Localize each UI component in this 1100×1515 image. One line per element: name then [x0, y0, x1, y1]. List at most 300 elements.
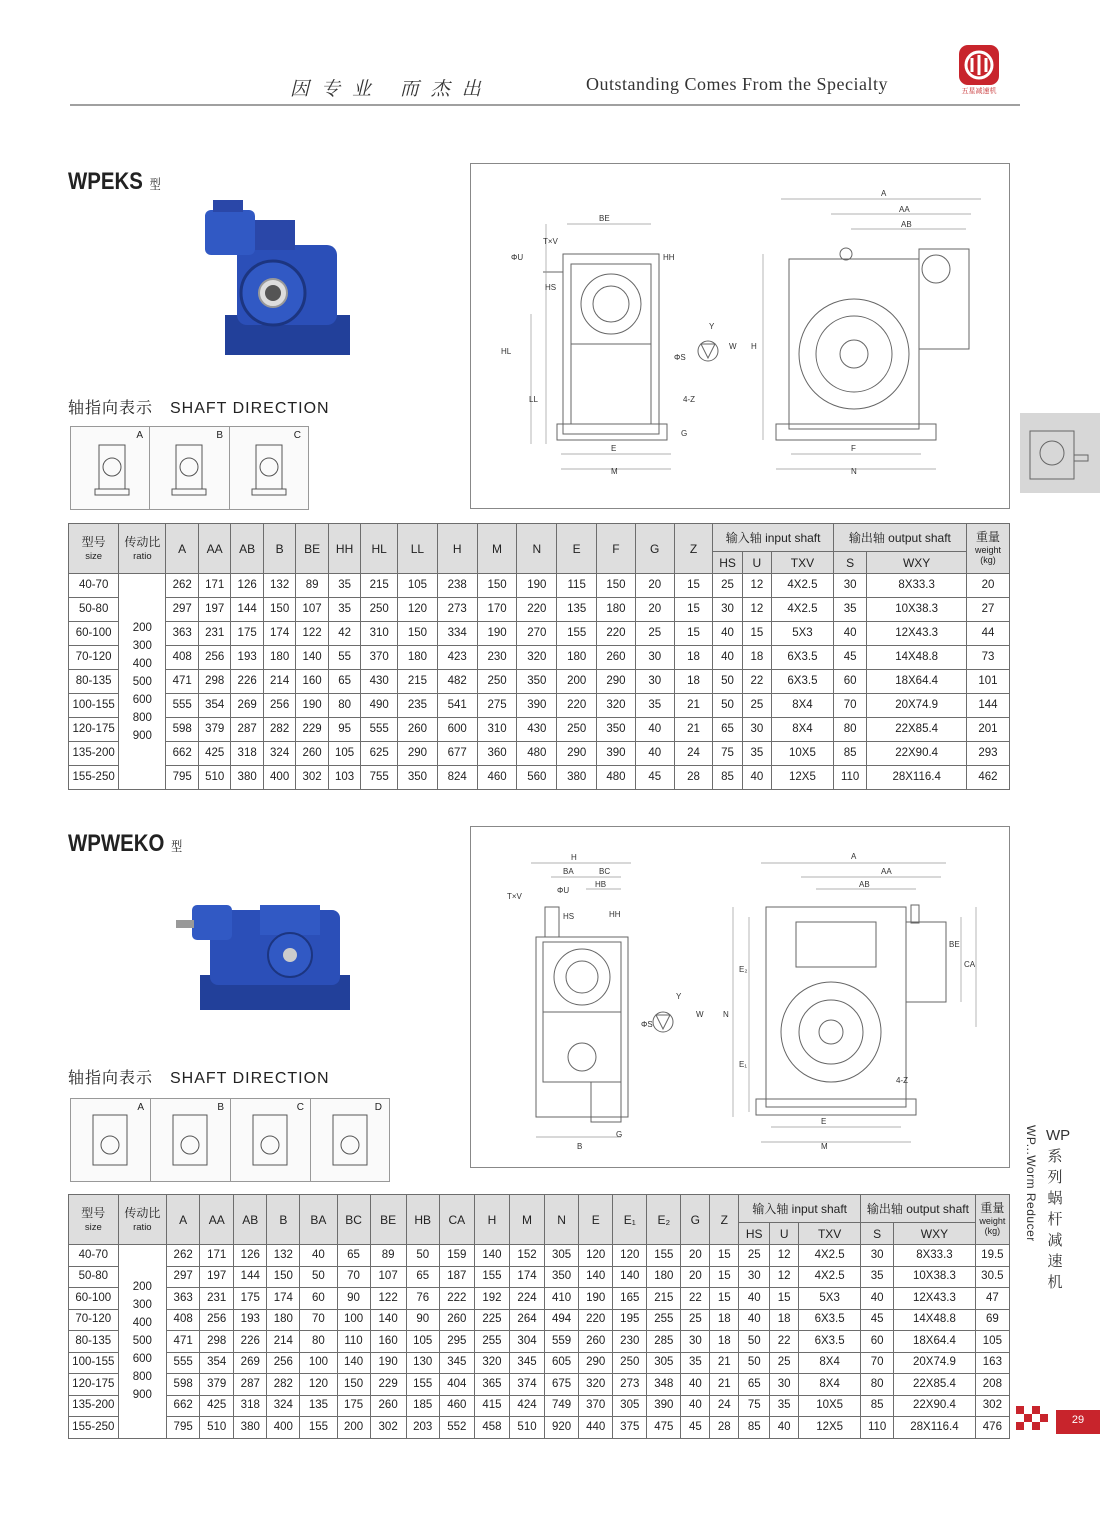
wpeks-head-col: AB — [231, 524, 263, 574]
wpeks-cell: 298 — [198, 670, 230, 694]
wpweko-cell: 122 — [370, 1288, 406, 1310]
wpeks-cell: 482 — [437, 670, 477, 694]
wpeks-cell: 15 — [674, 622, 713, 646]
wpeks-cell-size: 60-100 — [69, 622, 119, 646]
wpeks-cell: 50 — [713, 670, 742, 694]
wpweko-cell: 255 — [647, 1309, 681, 1331]
wpweko-cell: 140 — [337, 1352, 370, 1374]
wpeks-cell: 55 — [328, 646, 360, 670]
wpweko-cell: 110 — [861, 1417, 894, 1439]
wpeks-cell: 4X2.5 — [772, 598, 834, 622]
wpeks-cell: 200 — [557, 670, 597, 694]
wpeks-label-ab: AB — [901, 220, 912, 229]
wpeks-cell: 45 — [833, 646, 867, 670]
wpweko-head-input-col: TXV — [799, 1223, 861, 1245]
wpweko-cell: 70 — [300, 1309, 337, 1331]
wpeks-cell: 132 — [263, 574, 295, 598]
wpeks-cell: 460 — [477, 766, 517, 790]
wpweko-cell: 552 — [439, 1417, 474, 1439]
wpweko-cell: 6X3.5 — [799, 1331, 861, 1353]
wpweko-cell: 193 — [234, 1309, 267, 1331]
wpeks-cell: 226 — [231, 670, 263, 694]
wpeks-cell: 250 — [361, 598, 398, 622]
wpeks-cell: 256 — [198, 646, 230, 670]
wpweko-cell: 6X3.5 — [799, 1309, 861, 1331]
wpeks-cell: 30 — [713, 598, 742, 622]
wpeks-cell: 30 — [833, 574, 867, 598]
wpeks-cell: 190 — [517, 574, 557, 598]
wpweko-cell: 50 — [406, 1245, 439, 1267]
wpweko-label-m: M — [821, 1142, 828, 1151]
wpweko-cell: 605 — [545, 1352, 579, 1374]
wpeks-label-s: ΦS — [674, 353, 686, 362]
header-slogan-en: Outstanding Comes From the Specialty — [586, 74, 888, 94]
wpweko-head-col: CA — [439, 1195, 474, 1245]
wpweko-cell: 749 — [545, 1395, 579, 1417]
wpweko-label-aa: AA — [881, 867, 892, 876]
wpeks-cell: 350 — [597, 718, 636, 742]
wpweko-cell: 370 — [579, 1395, 613, 1417]
wpweko-cell-size: 40-70 — [69, 1245, 119, 1267]
wpweko-head-col: H — [474, 1195, 509, 1245]
wpweko-head-output-col: S — [861, 1223, 894, 1245]
table-row — [69, 622, 1010, 646]
wpweko-label-hs: HS — [563, 912, 575, 921]
wpweko-cell-size: 135-200 — [69, 1395, 119, 1417]
table-row — [69, 646, 1010, 670]
table-row — [69, 1245, 1010, 1267]
wpweko-cell: 345 — [439, 1352, 474, 1374]
wpeks-cell: 462 — [966, 766, 1009, 790]
table-row — [69, 1395, 1010, 1417]
wpweko-head-col: BC — [337, 1195, 370, 1245]
wpweko-spec-table — [68, 1194, 1010, 1439]
wpeks-cell: 35 — [328, 598, 360, 622]
wpweko-cell: 65 — [337, 1245, 370, 1267]
wpweko-header-row — [69, 1195, 1010, 1223]
header-slogan-cn: 因专业 而杰出 — [290, 79, 493, 100]
wpeks-cell: 80 — [328, 694, 360, 718]
wpweko-cell: 14X48.8 — [894, 1309, 976, 1331]
wpweko-head-col: E₂ — [647, 1195, 681, 1245]
wpweko-label-be: BE — [949, 940, 960, 949]
wpeks-cell: 755 — [361, 766, 398, 790]
wpeks-cell: 12 — [742, 574, 771, 598]
wpeks-cell: 80 — [833, 718, 867, 742]
wpeks-cell-size: 40-70 — [69, 574, 119, 598]
wpweko-label-u: ΦU — [557, 886, 570, 895]
wpweko-label-bc: BC — [599, 867, 611, 876]
wpeks-cell: 250 — [557, 718, 597, 742]
wpweko-cell-size: 50-80 — [69, 1266, 119, 1288]
wpeks-cell: 350 — [517, 670, 557, 694]
wpweko-cell: 165 — [613, 1288, 647, 1310]
wpweko-cell: 192 — [474, 1288, 509, 1310]
wpeks-cell: 269 — [231, 694, 263, 718]
table-row — [69, 766, 1010, 790]
wpweko-cell: 155 — [647, 1245, 681, 1267]
wpeks-cell: 95 — [328, 718, 360, 742]
wpeks-cell: 126 — [231, 574, 263, 598]
wpweko-direction-c: C — [231, 1099, 311, 1181]
wpweko-cell: 410 — [545, 1288, 579, 1310]
wpeks-cell: 310 — [361, 622, 398, 646]
wpweko-cell: 476 — [975, 1417, 1009, 1439]
wpeks-label-4z: 4-Z — [683, 395, 695, 404]
table-row — [69, 694, 1010, 718]
side-thumbnail-tab — [1020, 413, 1100, 493]
wpweko-cell: 215 — [647, 1288, 681, 1310]
wpeks-cell: 238 — [437, 574, 477, 598]
wpweko-cell: 4X2.5 — [799, 1245, 861, 1267]
wpeks-cell: 160 — [296, 670, 328, 694]
wpeks-cell: 320 — [517, 646, 557, 670]
wpweko-cell: 324 — [267, 1395, 300, 1417]
wpweko-cell: 120 — [300, 1374, 337, 1396]
wpweko-cell: 80 — [861, 1374, 894, 1396]
wpeks-drawing-lines — [471, 164, 1009, 508]
wpeks-head-output-shaft: 输出轴 output shaft — [833, 524, 966, 552]
wpweko-cell: 40 — [770, 1417, 799, 1439]
wpeks-cell: 824 — [437, 766, 477, 790]
wpweko-cell: 379 — [200, 1374, 234, 1396]
wpeks-cell-size: 120-175 — [69, 718, 119, 742]
wpeks-cell: 290 — [597, 670, 636, 694]
wpeks-cell: 215 — [361, 574, 398, 598]
wpeks-cell: 24 — [674, 742, 713, 766]
wpeks-cell: 310 — [477, 718, 517, 742]
wpeks-cell: 220 — [597, 622, 636, 646]
wpweko-cell: 920 — [545, 1417, 579, 1439]
wpweko-cell-size: 100-155 — [69, 1352, 119, 1374]
wpeks-cell: 677 — [437, 742, 477, 766]
table-row — [69, 1309, 1010, 1331]
wpeks-cell: 150 — [263, 598, 295, 622]
wpeks-head-col: HH — [328, 524, 360, 574]
wpeks-cell: 35 — [328, 574, 360, 598]
wpeks-cell: 190 — [296, 694, 328, 718]
wpweko-cell: 510 — [509, 1417, 544, 1439]
wpeks-cell: 193 — [231, 646, 263, 670]
wpweko-cell: 424 — [509, 1395, 544, 1417]
wpweko-cell: 305 — [545, 1245, 579, 1267]
wpweko-cell: 195 — [613, 1309, 647, 1331]
wpeks-head-input-shaft: 输入轴 input shaft — [713, 524, 833, 552]
wpweko-head-ratio: 传动比 ratio — [118, 1195, 167, 1245]
wpeks-cell: 40 — [713, 622, 742, 646]
wpweko-cell: 458 — [474, 1417, 509, 1439]
wpweko-head-col: AA — [200, 1195, 234, 1245]
wpweko-cell-size: 80-135 — [69, 1331, 119, 1353]
wpweko-label-ab: AB — [859, 880, 870, 889]
wpweko-cell: 305 — [613, 1395, 647, 1417]
wpweko-cell: 40 — [681, 1374, 710, 1396]
table-row — [69, 1266, 1010, 1288]
wpeks-cell: 430 — [517, 718, 557, 742]
wpweko-cell: 12 — [770, 1266, 799, 1288]
wpweko-cell: 214 — [267, 1331, 300, 1353]
wpeks-cell: 260 — [597, 646, 636, 670]
wpweko-head-col: M — [509, 1195, 544, 1245]
wpweko-cell: 260 — [439, 1309, 474, 1331]
wpeks-cell: 50 — [713, 694, 742, 718]
wpeks-cell: 231 — [198, 622, 230, 646]
wpeks-label-hl: HL — [501, 347, 512, 356]
wpweko-cell: 22X85.4 — [894, 1374, 976, 1396]
wpweko-cell: 12X5 — [799, 1417, 861, 1439]
wpweko-cell: 460 — [439, 1395, 474, 1417]
wpweko-cell: 28 — [710, 1417, 739, 1439]
wpeks-cell: 12X43.3 — [867, 622, 967, 646]
wpweko-cell: 260 — [370, 1395, 406, 1417]
wpeks-cell: 21 — [674, 694, 713, 718]
wpweko-cell: 4X2.5 — [799, 1266, 861, 1288]
wpweko-cell-ratio: 200 300 400 500 600 800 900 — [118, 1245, 167, 1439]
wpweko-cell: 155 — [406, 1374, 439, 1396]
wpeks-head-col: LL — [398, 524, 438, 574]
wpeks-cell: 480 — [517, 742, 557, 766]
wpeks-cell: 44 — [966, 622, 1009, 646]
wpeks-cell: 35 — [742, 742, 771, 766]
wpeks-cell: 15 — [674, 574, 713, 598]
wpeks-cell: 15 — [674, 598, 713, 622]
wpweko-cell: 354 — [200, 1352, 234, 1374]
wpweko-cell: 50 — [739, 1331, 770, 1353]
wpweko-head-col: N — [545, 1195, 579, 1245]
wpeks-cell: 320 — [597, 694, 636, 718]
wpeks-cell: 22X90.4 — [867, 742, 967, 766]
wpeks-cell: 18 — [674, 670, 713, 694]
wpeks-cell: 490 — [361, 694, 398, 718]
wpeks-head-col: AA — [198, 524, 230, 574]
wpweko-cell: 69 — [975, 1309, 1009, 1331]
wpweko-cell: 185 — [406, 1395, 439, 1417]
wpeks-label-m: M — [611, 467, 618, 476]
wpweko-cell: 22X90.4 — [894, 1395, 976, 1417]
wpeks-head-col: G — [635, 524, 674, 574]
wpweko-cell-size: 60-100 — [69, 1288, 119, 1310]
wpeks-label-be: BE — [599, 214, 610, 223]
wpweko-cell: 100 — [337, 1309, 370, 1331]
wpweko-cell: 197 — [200, 1266, 234, 1288]
wpweko-cell: 120 — [613, 1245, 647, 1267]
table-row — [69, 1352, 1010, 1374]
wpweko-cell: 144 — [234, 1266, 267, 1288]
wpweko-cell: 295 — [439, 1331, 474, 1353]
wpeks-cell: 560 — [517, 766, 557, 790]
wpeks-cell: 144 — [231, 598, 263, 622]
wpweko-cell: 180 — [267, 1309, 300, 1331]
wpweko-cell: 425 — [200, 1395, 234, 1417]
wpweko-cell: 231 — [200, 1288, 234, 1310]
wpweko-cell: 404 — [439, 1374, 474, 1396]
wpeks-label-u: ΦU — [511, 253, 524, 262]
wpeks-cell: 25 — [713, 574, 742, 598]
wpeks-cell: 42 — [328, 622, 360, 646]
wpweko-head-col: G — [681, 1195, 710, 1245]
wpweko-cell: 85 — [861, 1395, 894, 1417]
wpweko-cell: 155 — [474, 1266, 509, 1288]
wpeks-cell: 250 — [477, 670, 517, 694]
wpweko-cell: 20 — [681, 1266, 710, 1288]
wpweko-cell: 350 — [545, 1266, 579, 1288]
wpeks-cell: 6X3.5 — [772, 646, 834, 670]
wpeks-cell: 22X85.4 — [867, 718, 967, 742]
wpeks-cell: 12X5 — [772, 766, 834, 790]
wpweko-cell: 269 — [234, 1352, 267, 1374]
wpeks-cell: 363 — [166, 622, 198, 646]
wpweko-cell: 12 — [770, 1245, 799, 1267]
wpweko-cell: 264 — [509, 1309, 544, 1331]
wpeks-head-col: BE — [296, 524, 328, 574]
wpweko-cell: 555 — [167, 1352, 200, 1374]
wpeks-cell: 25 — [635, 622, 674, 646]
wpeks-cell: 6X3.5 — [772, 670, 834, 694]
wpweko-cell: 365 — [474, 1374, 509, 1396]
wpeks-cell: 18X64.4 — [867, 670, 967, 694]
wpweko-label-y: Y — [676, 992, 682, 1001]
wpeks-cell: 260 — [398, 718, 438, 742]
wpeks-cell: 110 — [833, 766, 867, 790]
wpweko-cell: 256 — [267, 1352, 300, 1374]
wpeks-cell: 40 — [635, 718, 674, 742]
wpweko-cell: 175 — [337, 1395, 370, 1417]
wpweko-cell: 155 — [300, 1417, 337, 1439]
wpeks-head-col: B — [263, 524, 295, 574]
wpeks-cell: 174 — [263, 622, 295, 646]
wpeks-cell: 598 — [166, 718, 198, 742]
wpweko-cell: 140 — [613, 1266, 647, 1288]
wpweko-cell: 298 — [200, 1331, 234, 1353]
wpweko-head-col: BA — [300, 1195, 337, 1245]
wpweko-cell: 374 — [509, 1374, 544, 1396]
wpeks-direction-b: B — [150, 427, 230, 509]
wpweko-cell: 107 — [370, 1266, 406, 1288]
wpeks-cell: 290 — [398, 742, 438, 766]
wpeks-cell: 262 — [166, 574, 198, 598]
wpweko-cell: 160 — [370, 1331, 406, 1353]
wpeks-cell-size: 70-120 — [69, 646, 119, 670]
wpeks-cell: 171 — [198, 574, 230, 598]
wpeks-cell: 12 — [742, 598, 771, 622]
wpweko-cell: 140 — [579, 1266, 613, 1288]
wpweko-cell: 85 — [739, 1417, 770, 1439]
wpeks-cell: 471 — [166, 670, 198, 694]
wpeks-cell: 120 — [398, 598, 438, 622]
wpweko-cell: 140 — [370, 1309, 406, 1331]
wpweko-cell: 348 — [647, 1374, 681, 1396]
wpweko-cell: 224 — [509, 1288, 544, 1310]
checker-decoration-icon — [1012, 1402, 1058, 1436]
wpweko-cell: 250 — [613, 1352, 647, 1374]
wpeks-cell: 40 — [833, 622, 867, 646]
wpeks-header-row — [69, 524, 1010, 552]
wpweko-cell: 380 — [234, 1417, 267, 1439]
wpweko-cell: 8X33.3 — [894, 1245, 976, 1267]
wpweko-cell: 262 — [167, 1245, 200, 1267]
wpweko-cell: 440 — [579, 1417, 613, 1439]
wpeks-cell: 297 — [166, 598, 198, 622]
wpweko-cell: 105 — [406, 1331, 439, 1353]
wpweko-cell: 408 — [167, 1309, 200, 1331]
wpeks-cell: 27 — [966, 598, 1009, 622]
wpweko-cell: 171 — [200, 1245, 234, 1267]
wpweko-head-col: E₁ — [613, 1195, 647, 1245]
wpeks-cell: 180 — [263, 646, 295, 670]
wpweko-cell: 297 — [167, 1266, 200, 1288]
wpweko-cell: 282 — [267, 1374, 300, 1396]
wpweko-cell: 152 — [509, 1245, 544, 1267]
wpeks-cell: 214 — [263, 670, 295, 694]
wpweko-cell-size: 155-250 — [69, 1417, 119, 1439]
wpweko-cell: 75 — [739, 1395, 770, 1417]
table-row — [69, 670, 1010, 694]
wpeks-cell: 408 — [166, 646, 198, 670]
side-series-en: WP...Worm Reducer — [1024, 1125, 1038, 1242]
wpeks-cell: 155 — [557, 622, 597, 646]
wpeks-product-photo — [185, 185, 365, 375]
wpweko-cell: 60 — [300, 1288, 337, 1310]
wpweko-cell: 159 — [439, 1245, 474, 1267]
wpweko-head-weight: 重量 weight (kg) — [975, 1195, 1009, 1245]
wpeks-cell: 480 — [597, 766, 636, 790]
wpweko-cell: 18 — [710, 1309, 739, 1331]
wpweko-head-output-shaft: 输出轴 output shaft — [861, 1195, 976, 1223]
wpeks-head-col: E — [557, 524, 597, 574]
wpeks-cell: 555 — [361, 718, 398, 742]
wpweko-cell: 15 — [710, 1266, 739, 1288]
wpweko-cell: 25 — [770, 1352, 799, 1374]
table-row — [69, 742, 1010, 766]
wpweko-label-ba: BA — [563, 867, 574, 876]
wpeks-cell: 122 — [296, 622, 328, 646]
wpeks-head-input-col: HS — [713, 552, 742, 574]
wpweko-model-title: WPWEKO 型 — [68, 830, 183, 857]
wpeks-cell-size: 100-155 — [69, 694, 119, 718]
wpweko-cell: 363 — [167, 1288, 200, 1310]
wpeks-cell: 73 — [966, 646, 1009, 670]
table-row — [69, 598, 1010, 622]
wpeks-cell: 10X5 — [772, 742, 834, 766]
wpeks-cell: 230 — [477, 646, 517, 670]
wpweko-cell: 494 — [545, 1309, 579, 1331]
wpweko-cell: 30 — [770, 1374, 799, 1396]
wpeks-cell: 293 — [966, 742, 1009, 766]
wpeks-cell: 324 — [263, 742, 295, 766]
wpweko-cell: 15 — [710, 1245, 739, 1267]
wpeks-cell: 290 — [557, 742, 597, 766]
wpweko-cell: 8X4 — [799, 1374, 861, 1396]
wpweko-cell: 256 — [200, 1309, 234, 1331]
wpweko-cell: 35 — [770, 1395, 799, 1417]
wpeks-cell: 555 — [166, 694, 198, 718]
wpeks-cell-size: 80-135 — [69, 670, 119, 694]
wpweko-cell: 598 — [167, 1374, 200, 1396]
wpweko-cell: 287 — [234, 1374, 267, 1396]
wpweko-drawing-labels — [507, 852, 976, 1151]
wpweko-head-col: E — [579, 1195, 613, 1245]
reducer-thumbnail-icon — [1020, 413, 1100, 493]
wpeks-label-y: Y — [709, 322, 715, 331]
wpeks-cell: 107 — [296, 598, 328, 622]
wpweko-cell: 305 — [647, 1352, 681, 1374]
wpweko-product-photo — [170, 880, 370, 1030]
wpeks-cell: 600 — [437, 718, 477, 742]
wpweko-label-w: W — [696, 1010, 704, 1019]
wpweko-cell: 40 — [681, 1395, 710, 1417]
wpeks-cell: 140 — [296, 646, 328, 670]
wpweko-cell: 40 — [739, 1309, 770, 1331]
